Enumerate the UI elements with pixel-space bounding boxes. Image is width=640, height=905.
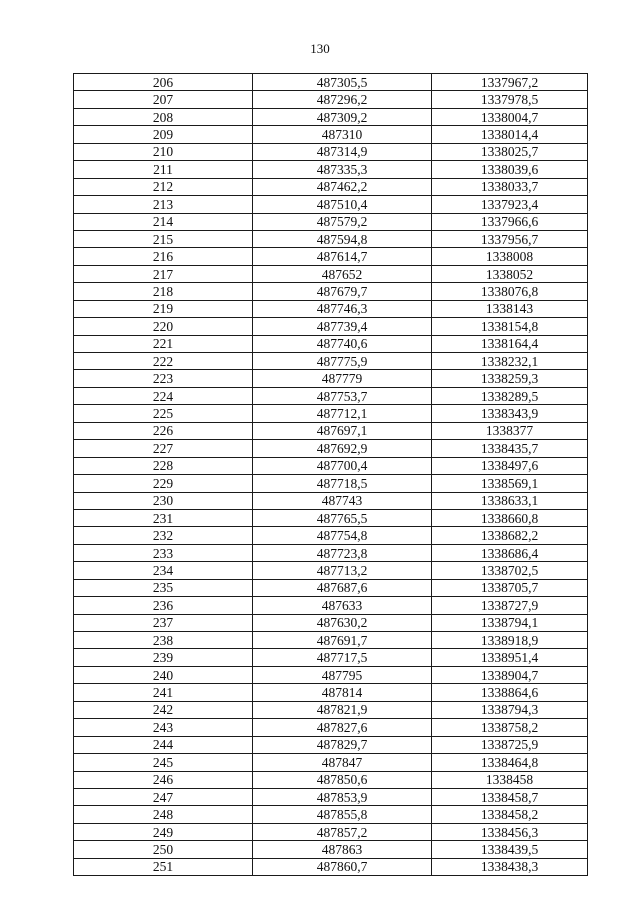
- y-coordinate-cell: 1338705,7: [432, 579, 588, 596]
- table-row: [74, 196, 588, 213]
- table-row: [74, 300, 588, 317]
- point-number-cell: 230: [74, 492, 253, 509]
- point-number-cell: 209: [74, 126, 253, 143]
- y-coordinate-cell: 1337923,4: [432, 196, 588, 213]
- y-coordinate-cell: 1338014,4: [432, 126, 588, 143]
- table-row: [74, 178, 588, 195]
- x-coordinate-cell: 487795: [253, 666, 432, 683]
- y-coordinate-cell: 1338232,1: [432, 353, 588, 370]
- y-coordinate-cell: 1338458,7: [432, 788, 588, 805]
- point-number-cell: 228: [74, 457, 253, 474]
- point-number-cell: 234: [74, 562, 253, 579]
- point-number-cell: 224: [74, 387, 253, 404]
- x-coordinate-cell: 487712,1: [253, 405, 432, 422]
- x-coordinate-cell: 487309,2: [253, 108, 432, 125]
- y-coordinate-cell: 1338154,8: [432, 318, 588, 335]
- table-row: [74, 806, 588, 823]
- x-coordinate-cell: 487821,9: [253, 701, 432, 718]
- x-coordinate-cell: 487740,6: [253, 335, 432, 352]
- point-number-cell: 246: [74, 771, 253, 788]
- x-coordinate-cell: 487860,7: [253, 858, 432, 875]
- table-row: [74, 649, 588, 666]
- x-coordinate-cell: 487739,4: [253, 318, 432, 335]
- table-row: [74, 788, 588, 805]
- y-coordinate-cell: 1338464,8: [432, 754, 588, 771]
- table-row: [74, 91, 588, 108]
- point-number-cell: 237: [74, 614, 253, 631]
- y-coordinate-cell: 1338633,1: [432, 492, 588, 509]
- point-number-cell: 232: [74, 527, 253, 544]
- y-coordinate-cell: 1338164,4: [432, 335, 588, 352]
- y-coordinate-cell: 1338686,4: [432, 544, 588, 561]
- point-number-cell: 223: [74, 370, 253, 387]
- x-coordinate-cell: 487691,7: [253, 632, 432, 649]
- table-row: [74, 422, 588, 439]
- x-coordinate-cell: 487853,9: [253, 788, 432, 805]
- y-coordinate-cell: 1338435,7: [432, 440, 588, 457]
- table-row: [74, 666, 588, 683]
- x-coordinate-cell: 487687,6: [253, 579, 432, 596]
- x-coordinate-cell: 487697,1: [253, 422, 432, 439]
- x-coordinate-cell: 487614,7: [253, 248, 432, 265]
- coordinates-table-body: [74, 74, 588, 876]
- table-row: [74, 701, 588, 718]
- y-coordinate-cell: 1337966,6: [432, 213, 588, 230]
- table-row: [74, 440, 588, 457]
- table-row: [74, 353, 588, 370]
- table-row: [74, 74, 588, 91]
- x-coordinate-cell: 487850,6: [253, 771, 432, 788]
- point-number-cell: 206: [74, 74, 253, 91]
- table-row: [74, 579, 588, 596]
- table-row: [74, 318, 588, 335]
- point-number-cell: 245: [74, 754, 253, 771]
- point-number-cell: 229: [74, 475, 253, 492]
- point-number-cell: 216: [74, 248, 253, 265]
- y-coordinate-cell: 1337967,2: [432, 74, 588, 91]
- y-coordinate-cell: 1338660,8: [432, 509, 588, 526]
- point-number-cell: 214: [74, 213, 253, 230]
- table-row: [74, 161, 588, 178]
- point-number-cell: 210: [74, 143, 253, 160]
- x-coordinate-cell: 487314,9: [253, 143, 432, 160]
- point-number-cell: 213: [74, 196, 253, 213]
- point-number-cell: 239: [74, 649, 253, 666]
- x-coordinate-cell: 487718,5: [253, 475, 432, 492]
- point-number-cell: 248: [74, 806, 253, 823]
- table-row: [74, 597, 588, 614]
- x-coordinate-cell: 487723,8: [253, 544, 432, 561]
- x-coordinate-cell: 487579,2: [253, 213, 432, 230]
- y-coordinate-cell: 1338794,1: [432, 614, 588, 631]
- y-coordinate-cell: 1338377: [432, 422, 588, 439]
- y-coordinate-cell: 1338456,3: [432, 823, 588, 840]
- y-coordinate-cell: 1338039,6: [432, 161, 588, 178]
- x-coordinate-cell: 487855,8: [253, 806, 432, 823]
- x-coordinate-cell: 487863: [253, 841, 432, 858]
- x-coordinate-cell: 487717,5: [253, 649, 432, 666]
- x-coordinate-cell: 487305,5: [253, 74, 432, 91]
- x-coordinate-cell: 487746,3: [253, 300, 432, 317]
- point-number-cell: 241: [74, 684, 253, 701]
- y-coordinate-cell: 1338458: [432, 771, 588, 788]
- y-coordinate-cell: 1338289,5: [432, 387, 588, 404]
- y-coordinate-cell: 1338004,7: [432, 108, 588, 125]
- point-number-cell: 221: [74, 335, 253, 352]
- point-number-cell: 235: [74, 579, 253, 596]
- x-coordinate-cell: 487594,8: [253, 230, 432, 247]
- point-number-cell: 219: [74, 300, 253, 317]
- point-number-cell: 217: [74, 265, 253, 282]
- y-coordinate-cell: 1338725,9: [432, 736, 588, 753]
- point-number-cell: 250: [74, 841, 253, 858]
- coordinates-table: [73, 73, 588, 876]
- x-coordinate-cell: 487775,9: [253, 353, 432, 370]
- table-row: [74, 719, 588, 736]
- point-number-cell: 242: [74, 701, 253, 718]
- x-coordinate-cell: 487652: [253, 265, 432, 282]
- point-number-cell: 225: [74, 405, 253, 422]
- table-row: [74, 230, 588, 247]
- y-coordinate-cell: 1338727,9: [432, 597, 588, 614]
- page-number: 130: [310, 41, 330, 56]
- table-row: [74, 544, 588, 561]
- table-row: [74, 771, 588, 788]
- table-row: [74, 858, 588, 875]
- y-coordinate-cell: 1337978,5: [432, 91, 588, 108]
- table-row: [74, 248, 588, 265]
- y-coordinate-cell: 1338702,5: [432, 562, 588, 579]
- point-number-cell: 212: [74, 178, 253, 195]
- x-coordinate-cell: 487510,4: [253, 196, 432, 213]
- y-coordinate-cell: 1338008: [432, 248, 588, 265]
- table-row: [74, 632, 588, 649]
- table-row: [74, 754, 588, 771]
- point-number-cell: 244: [74, 736, 253, 753]
- table-row: [74, 475, 588, 492]
- table-row: [74, 108, 588, 125]
- y-coordinate-cell: 1338497,6: [432, 457, 588, 474]
- y-coordinate-cell: 1338758,2: [432, 719, 588, 736]
- x-coordinate-cell: 487296,2: [253, 91, 432, 108]
- y-coordinate-cell: 1338682,2: [432, 527, 588, 544]
- y-coordinate-cell: 1338794,3: [432, 701, 588, 718]
- table-row: [74, 265, 588, 282]
- y-coordinate-cell: 1338343,9: [432, 405, 588, 422]
- x-coordinate-cell: 487827,6: [253, 719, 432, 736]
- point-number-cell: 240: [74, 666, 253, 683]
- x-coordinate-cell: 487829,7: [253, 736, 432, 753]
- point-number-cell: 236: [74, 597, 253, 614]
- point-number-cell: 238: [74, 632, 253, 649]
- y-coordinate-cell: 1338259,3: [432, 370, 588, 387]
- y-coordinate-cell: 1338076,8: [432, 283, 588, 300]
- y-coordinate-cell: 1338458,2: [432, 806, 588, 823]
- x-coordinate-cell: 487633: [253, 597, 432, 614]
- table-row: [74, 387, 588, 404]
- point-number-cell: 207: [74, 91, 253, 108]
- point-number-cell: 218: [74, 283, 253, 300]
- x-coordinate-cell: 487754,8: [253, 527, 432, 544]
- x-coordinate-cell: 487857,2: [253, 823, 432, 840]
- table-row: [74, 684, 588, 701]
- x-coordinate-cell: 487847: [253, 754, 432, 771]
- table-row: [74, 457, 588, 474]
- x-coordinate-cell: 487335,3: [253, 161, 432, 178]
- y-coordinate-cell: 1338439,5: [432, 841, 588, 858]
- point-number-cell: 220: [74, 318, 253, 335]
- point-number-cell: 211: [74, 161, 253, 178]
- table-row: [74, 143, 588, 160]
- point-number-cell: 231: [74, 509, 253, 526]
- table-row: [74, 335, 588, 352]
- y-coordinate-cell: 1338904,7: [432, 666, 588, 683]
- x-coordinate-cell: 487679,7: [253, 283, 432, 300]
- table-row: [74, 492, 588, 509]
- table-row: [74, 370, 588, 387]
- y-coordinate-cell: 1338438,3: [432, 858, 588, 875]
- x-coordinate-cell: 487765,5: [253, 509, 432, 526]
- x-coordinate-cell: 487692,9: [253, 440, 432, 457]
- x-coordinate-cell: 487462,2: [253, 178, 432, 195]
- point-number-cell: 251: [74, 858, 253, 875]
- x-coordinate-cell: 487700,4: [253, 457, 432, 474]
- table-row: [74, 614, 588, 631]
- y-coordinate-cell: 1338033,7: [432, 178, 588, 195]
- point-number-cell: 243: [74, 719, 253, 736]
- table-row: [74, 509, 588, 526]
- point-number-cell: 222: [74, 353, 253, 370]
- y-coordinate-cell: 1338143: [432, 300, 588, 317]
- table-row: [74, 562, 588, 579]
- y-coordinate-cell: 1338918,9: [432, 632, 588, 649]
- x-coordinate-cell: 487753,7: [253, 387, 432, 404]
- table-row: [74, 736, 588, 753]
- y-coordinate-cell: 1337956,7: [432, 230, 588, 247]
- point-number-cell: 249: [74, 823, 253, 840]
- table-row: [74, 841, 588, 858]
- point-number-cell: 227: [74, 440, 253, 457]
- point-number-cell: 233: [74, 544, 253, 561]
- table-row: [74, 527, 588, 544]
- table-row: [74, 283, 588, 300]
- point-number-cell: 226: [74, 422, 253, 439]
- x-coordinate-cell: 487743: [253, 492, 432, 509]
- point-number-cell: 247: [74, 788, 253, 805]
- table-row: [74, 213, 588, 230]
- x-coordinate-cell: 487310: [253, 126, 432, 143]
- y-coordinate-cell: 1338052: [432, 265, 588, 282]
- table-row: [74, 823, 588, 840]
- x-coordinate-cell: 487779: [253, 370, 432, 387]
- table-row: [74, 126, 588, 143]
- y-coordinate-cell: 1338569,1: [432, 475, 588, 492]
- point-number-cell: 215: [74, 230, 253, 247]
- table-row: [74, 405, 588, 422]
- x-coordinate-cell: 487713,2: [253, 562, 432, 579]
- x-coordinate-cell: 487814: [253, 684, 432, 701]
- point-number-cell: 208: [74, 108, 253, 125]
- y-coordinate-cell: 1338864,6: [432, 684, 588, 701]
- y-coordinate-cell: 1338025,7: [432, 143, 588, 160]
- x-coordinate-cell: 487630,2: [253, 614, 432, 631]
- y-coordinate-cell: 1338951,4: [432, 649, 588, 666]
